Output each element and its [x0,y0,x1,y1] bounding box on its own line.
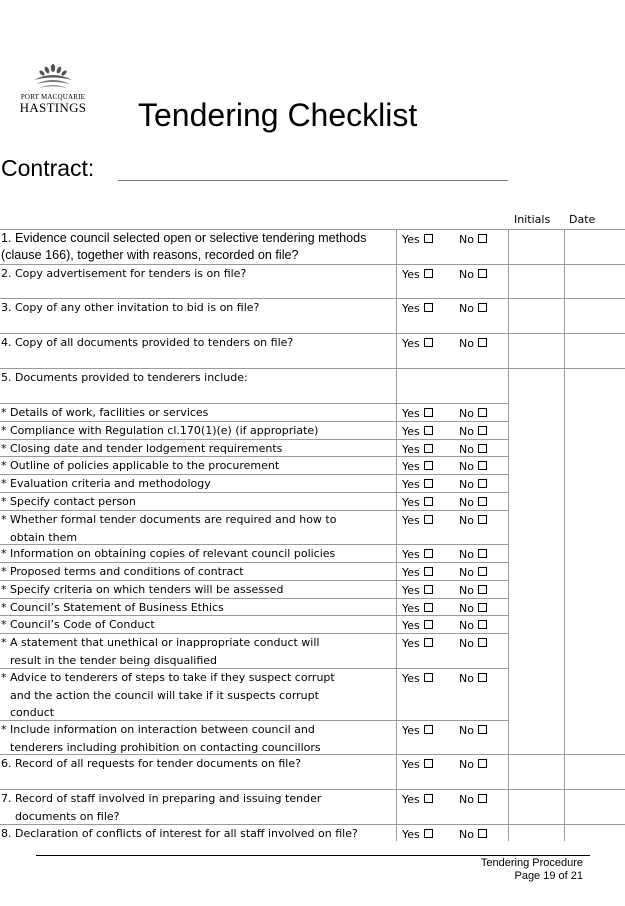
yes-checkbox[interactable] [424,461,433,470]
yes-checkbox[interactable] [424,794,433,803]
yes-option[interactable] [402,602,433,616]
checklist-item-text: 4. Copy of all documents provided to tenders on file? [1,336,294,349]
column-divider [508,229,509,841]
yes-label: Yes [402,496,420,509]
no-label: No [459,724,474,737]
no-option[interactable] [459,496,487,510]
no-label: No [459,793,474,806]
no-label: No [459,478,474,491]
no-checkbox[interactable] [478,794,487,803]
no-label: No [459,425,474,438]
yes-option[interactable] [402,337,433,351]
yes-option[interactable] [402,268,433,282]
yes-checkbox[interactable] [424,620,433,629]
yes-checkbox[interactable] [424,549,433,558]
no-checkbox[interactable] [478,759,487,768]
wave-leaf-logo-icon [31,62,75,92]
logo-text-line2: HASTINGS [19,100,87,115]
yes-label: Yes [402,302,420,315]
yes-option[interactable] [402,496,433,510]
checklist-item-text: result in the tender being disqualified [10,653,218,667]
no-checkbox[interactable] [478,497,487,506]
yes-option[interactable] [402,758,433,772]
yes-label: Yes [402,584,420,597]
no-checkbox[interactable] [478,408,487,417]
no-checkbox[interactable] [478,303,487,312]
yes-label: Yes [402,233,420,246]
yes-option[interactable] [402,828,433,842]
yes-label: Yes [402,425,420,438]
no-checkbox[interactable] [478,725,487,734]
no-label: No [459,268,474,281]
yes-checkbox[interactable] [424,269,433,278]
checklist-item-text: * Proposed terms and conditions of contract [1,565,244,578]
no-option[interactable] [459,407,487,421]
checklist-item-text: * Information on obtaining copies of relevant council policies [1,547,336,560]
footer-divider [36,855,590,856]
yes-option[interactable] [402,407,433,421]
yes-label: Yes [402,602,420,615]
no-checkbox[interactable] [478,479,487,488]
no-label: No [459,496,474,509]
yes-option[interactable] [402,619,433,633]
yes-option[interactable] [402,724,433,738]
no-option[interactable] [459,584,487,598]
no-label: No [459,407,474,420]
initials-column-header: Initials [514,213,551,226]
yes-label: Yes [402,724,420,737]
yes-label: Yes [402,548,420,561]
checklist-item-text: * Closing date and tender lodgement requirements [1,442,283,455]
no-label: No [459,233,474,246]
no-option[interactable] [459,672,487,686]
no-checkbox[interactable] [478,338,487,347]
yes-label: Yes [402,828,420,841]
yes-option[interactable] [402,443,433,457]
no-checkbox[interactable] [478,549,487,558]
checklist-item-text: 5. Documents provided to tenderers include: [1,371,248,384]
yes-checkbox[interactable] [424,829,433,838]
checklist-item-text: documents on file? [15,809,120,823]
yes-option[interactable] [402,425,433,439]
checklist-item-text: * Outline of policies applicable to the procurement [1,459,280,472]
no-checkbox[interactable] [478,620,487,629]
no-label: No [459,602,474,615]
yes-checkbox[interactable] [424,638,433,647]
no-checkbox[interactable] [478,234,487,243]
yes-checkbox[interactable] [424,479,433,488]
no-checkbox[interactable] [478,585,487,594]
yes-option[interactable] [402,460,433,474]
no-option[interactable] [459,425,487,439]
yes-option[interactable] [402,478,433,492]
yes-checkbox[interactable] [424,303,433,312]
checklist-item-text: (clause 166), together with reasons, recorded on file? [1,247,299,262]
checklist-item-text: 3. Copy of any other invitation to bid is on file? [1,301,260,314]
yes-label: Yes [402,514,420,527]
yes-option[interactable] [402,566,433,580]
yes-checkbox[interactable] [424,444,433,453]
no-checkbox[interactable] [478,567,487,576]
footer-document-name: Tendering Procedure [480,857,583,869]
no-option[interactable] [459,637,487,651]
yes-label: Yes [402,672,420,685]
no-checkbox[interactable] [478,269,487,278]
no-option[interactable] [459,793,487,807]
checklist-item-text: * Evaluation criteria and methodology [1,477,211,490]
yes-option[interactable] [402,672,433,686]
no-checkbox[interactable] [478,829,487,838]
no-label: No [459,828,474,841]
yes-label: Yes [402,407,420,420]
checklist-item-text: 2. Copy advertisement for tenders is on file? [1,267,247,280]
checklist-item-text: 1. Evidence council selected open or selective tendering methods [1,231,367,245]
no-label: No [459,637,474,650]
page-footer [481,857,583,883]
no-label: No [459,758,474,771]
yes-option[interactable] [402,233,433,247]
no-label: No [459,619,474,632]
no-checkbox[interactable] [478,603,487,612]
yes-checkbox[interactable] [424,497,433,506]
checklist-item-text: * Specify criteria on which tenders will be assessed [1,583,284,596]
no-checkbox[interactable] [478,426,487,435]
checklist-item-text: * Advice to tenderers of steps to take if they suspect corrupt [1,671,335,684]
no-option[interactable] [459,233,487,247]
no-label: No [459,443,474,456]
checklist-item-text: obtain them [10,530,78,544]
no-option[interactable] [459,548,487,562]
no-option[interactable] [459,478,487,492]
no-checkbox[interactable] [478,673,487,682]
no-label: No [459,566,474,579]
no-label: No [459,584,474,597]
yes-checkbox[interactable] [424,725,433,734]
no-option[interactable] [459,619,487,633]
no-label: No [459,302,474,315]
yes-label: Yes [402,758,420,771]
no-label: No [459,548,474,561]
no-option[interactable] [459,828,487,842]
yes-checkbox[interactable] [424,585,433,594]
yes-label: Yes [402,337,420,350]
footer-page-number: Page 19 of 21 [514,870,583,882]
checklist-item-text: 6. Record of all requests for tender documents on file? [1,757,301,770]
checklist-item-text: * Specify contact person [1,495,136,508]
no-label: No [459,514,474,527]
council-logo [18,62,88,122]
no-checkbox[interactable] [478,515,487,524]
checklist-item-text: * Council’s Statement of Business Ethics [1,601,224,614]
date-column-header: Date [569,213,596,226]
page-title: Tendering Checklist [138,97,418,133]
column-divider [396,229,397,841]
yes-checkbox[interactable] [424,408,433,417]
yes-option[interactable] [402,584,433,598]
no-option[interactable] [459,460,487,474]
yes-option[interactable] [402,637,433,651]
yes-label: Yes [402,566,420,579]
no-checkbox[interactable] [478,638,487,647]
no-label: No [459,672,474,685]
checklist-item-text: * Compliance with Regulation cl.170(1)(e) (if appropriate) [1,424,319,437]
no-option[interactable] [459,443,487,457]
no-label: No [459,460,474,473]
yes-option[interactable] [402,302,433,316]
no-checkbox[interactable] [478,461,487,470]
yes-checkbox[interactable] [424,515,433,524]
checklist-item-text: tenderers including prohibition on contacting councillors [10,740,321,754]
yes-checkbox[interactable] [424,338,433,347]
contract-field-line[interactable] [118,180,508,181]
checklist-item-text: 7. Record of staff involved in preparing and issuing tender [1,792,322,805]
no-option[interactable] [459,337,487,351]
checklist-item-text: * Council’s Code of Conduct [1,618,155,631]
no-option[interactable] [459,514,487,528]
checklist-item-text: conduct [10,706,55,719]
column-divider [564,229,565,841]
checklist-item-text: * A statement that unethical or inappropriate conduct will [1,636,320,649]
yes-label: Yes [402,268,420,281]
checklist-item-text: * Include information on interaction between council and [1,723,315,736]
yes-label: Yes [402,619,420,632]
contract-label: Contract: [1,155,95,181]
yes-option[interactable] [402,548,433,562]
yes-label: Yes [402,460,420,473]
no-option[interactable] [459,758,487,772]
yes-checkbox[interactable] [424,567,433,576]
logo-text-line1: PORT MACQUARIE [20,93,86,101]
no-option[interactable] [459,302,487,316]
yes-label: Yes [402,637,420,650]
yes-label: Yes [402,793,420,806]
no-option[interactable] [459,602,487,616]
yes-label: Yes [402,443,420,456]
no-option[interactable] [459,268,487,282]
no-option[interactable] [459,724,487,738]
yes-checkbox[interactable] [424,759,433,768]
yes-label: Yes [402,478,420,491]
yes-checkbox[interactable] [424,673,433,682]
yes-checkbox[interactable] [424,234,433,243]
yes-checkbox[interactable] [424,426,433,435]
yes-option[interactable] [402,514,433,528]
no-checkbox[interactable] [478,444,487,453]
no-option[interactable] [459,566,487,580]
checklist-item-text: and the action the council will take if it suspects corrupt [10,688,319,702]
checklist-item-text: * Details of work, facilities or services [1,406,209,419]
no-label: No [459,337,474,350]
checklist-item-text: * Whether formal tender documents are required and how to [1,513,337,526]
yes-option[interactable] [402,793,433,807]
yes-checkbox[interactable] [424,603,433,612]
checklist-item-text: 8. Declaration of conflicts of interest for all staff involved on file? [1,827,358,840]
